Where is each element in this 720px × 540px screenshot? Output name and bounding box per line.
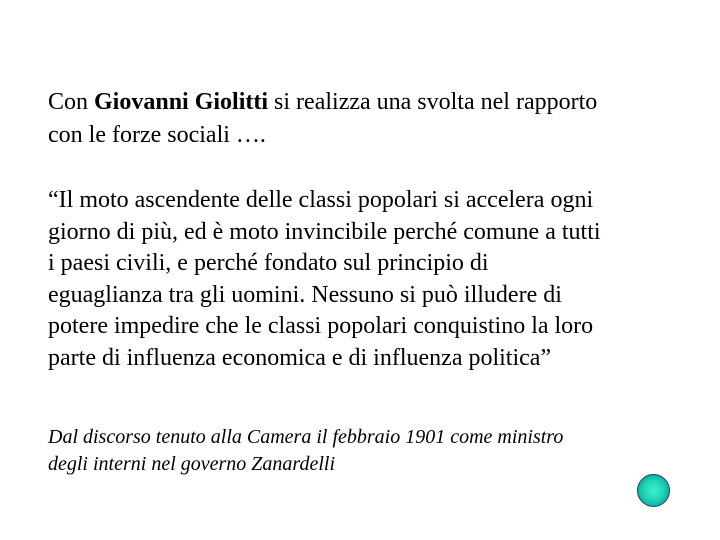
source-line: Dal discorso tenuto alla Camera il febbraio 1901 come ministro	[48, 426, 564, 448]
quote-line: eguaglianza tra gli uomini. Nessuno si può illudere di	[48, 281, 562, 308]
source-line: degli interni nel governo Zanardelli	[48, 453, 336, 475]
quote-line: giorno di più, ed è moto invincibile perché comune a tutti	[48, 218, 601, 245]
intro-prefix: Con	[48, 89, 95, 115]
intro-name: Giovanni Giolitti	[94, 89, 269, 115]
next-slide-button[interactable]	[637, 474, 670, 507]
quote-line: parte di influenza economica e di influenza politica”	[48, 344, 552, 371]
intro-line1-rest: si realizza una svolta nel rapporto	[268, 89, 598, 115]
source-citation	[48, 424, 708, 478]
intro-text	[48, 86, 708, 152]
quote-line: potere impedire che le classi popolari conquistino la loro	[48, 313, 594, 339]
intro-line2: con le forze sociali ….	[48, 122, 266, 148]
quote-text	[48, 185, 708, 374]
quote-line: i paesi civili, e perché fondato sul principio di	[48, 250, 489, 276]
quote-line: “Il moto ascendente delle classi popolari si accelera ogni	[48, 187, 594, 213]
